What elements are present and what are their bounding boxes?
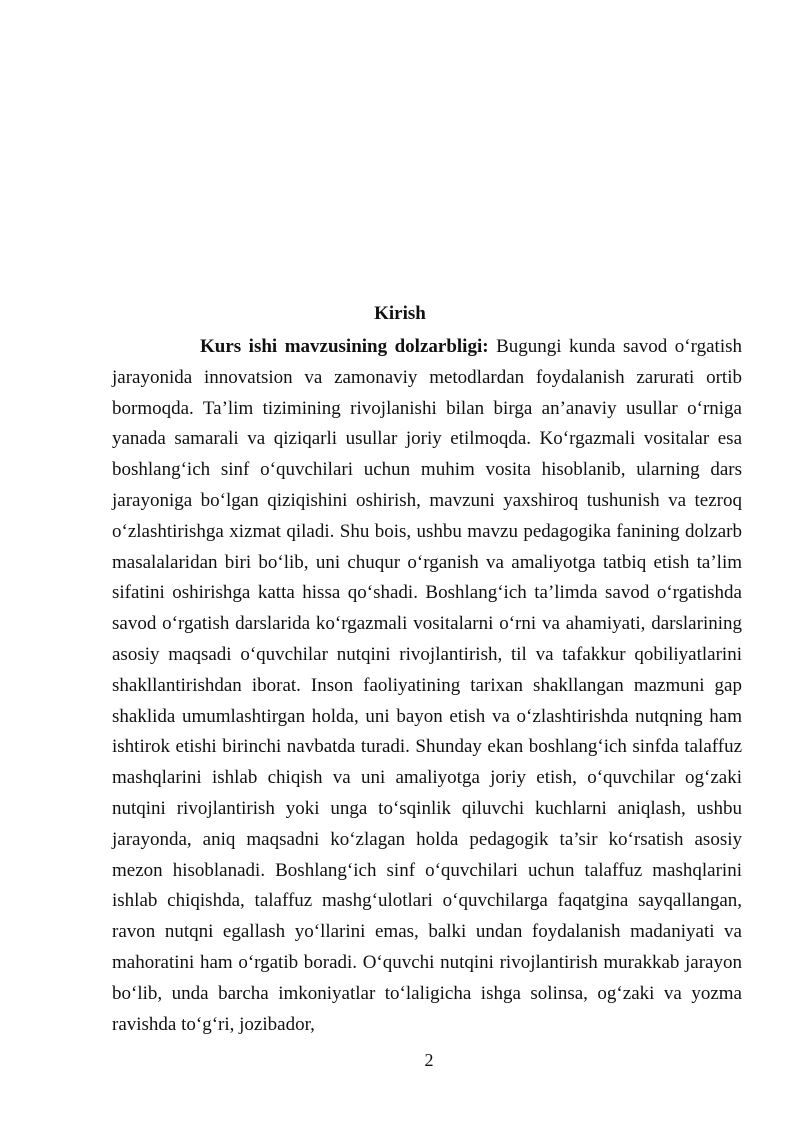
paragraph-text: Bugungi kunda savod o‘rgatish jarayonida innovatsion va zamonaviy metodlardan foydalanish zarurati ortib bormoqda. Ta’lim tizimining rivojlanishi bilan birga an’anaviy usullar o‘rniga yanada samarali va qiziqarli usullar joriy etilmoqda. Ko‘rgazmali vositalar esa boshlang‘ich sinf o‘quvchilari uchun muhim vosita hisoblanib, ularning dars jarayoniga bo‘lgan qiziqishini oshirish, mavzuni yaxshiroq tushunish va tezroq o‘zlashtirishga xizmat qiladi. Shu bois, ushbu mavzu pedagogika fanining dolzarb masalalaridan biri bo‘lib, uni chuqur o‘rganish va amaliyotga tatbiq etish ta’lim sifatini oshirishga katta hissa qo‘shadi. Boshlang‘ich ta’limda savod o‘rgatishda savod o‘rgatish darslarida ko‘rgazmali vositalarni o‘rni va ahamiyati, darslarining asosiy maqsadi o‘quvchilar nutqini rivojlantirish, til va tafakkur qobiliyatlarini shakllantirishdan iborat. Inson faoliyatining tarixan shakllangan mazmuni gap shaklida umumlashtirgan holda, uni bayon etish va o‘zlashtirishda nutqning ham ishtirok etishi birinchi navbatda turadi. Shunday ekan boshlang‘ich sinfda talaffuz mashqlarini ishlab chiqish va uni amaliyotga joriy etish, o‘quvchilar og‘zaki nutqini rivojlantirish yoki unga to‘sqinlik qiluvchi kuchlarni aniqlash, ushbu jarayonda, aniq maqsadni ko‘zlagan holda pedagogik ta’sir ko‘rsatish asosiy mezon hisoblanadi. Boshlang‘ich sinf o‘quvchilari uchun talaffuz mashqlarini ishlab chiqishda, talaffuz mashg‘ulotlari o‘quvchilarga faqatgina sayqallangan, ravon nutqni egallash yo‘llarini emas, balki undan foydalanish madaniyati va mahoratini ham o‘rgatib boradi. O‘quvchi nutqini rivojlantirish murakkab jarayon bo‘lib, unda barcha imkoniyatlar to‘laligicha ishga solinsa, og‘zaki va yozma ravishda to‘g‘ri, jozibador, bbox=[112, 336, 742, 1035]
section-heading: Kirish bbox=[374, 303, 426, 324]
page-number: 2 bbox=[424, 1050, 434, 1070]
body-paragraph bbox=[112, 332, 742, 1040]
paragraph-lead: Kurs ishi mavzusining dolzarbligi: bbox=[200, 336, 489, 357]
